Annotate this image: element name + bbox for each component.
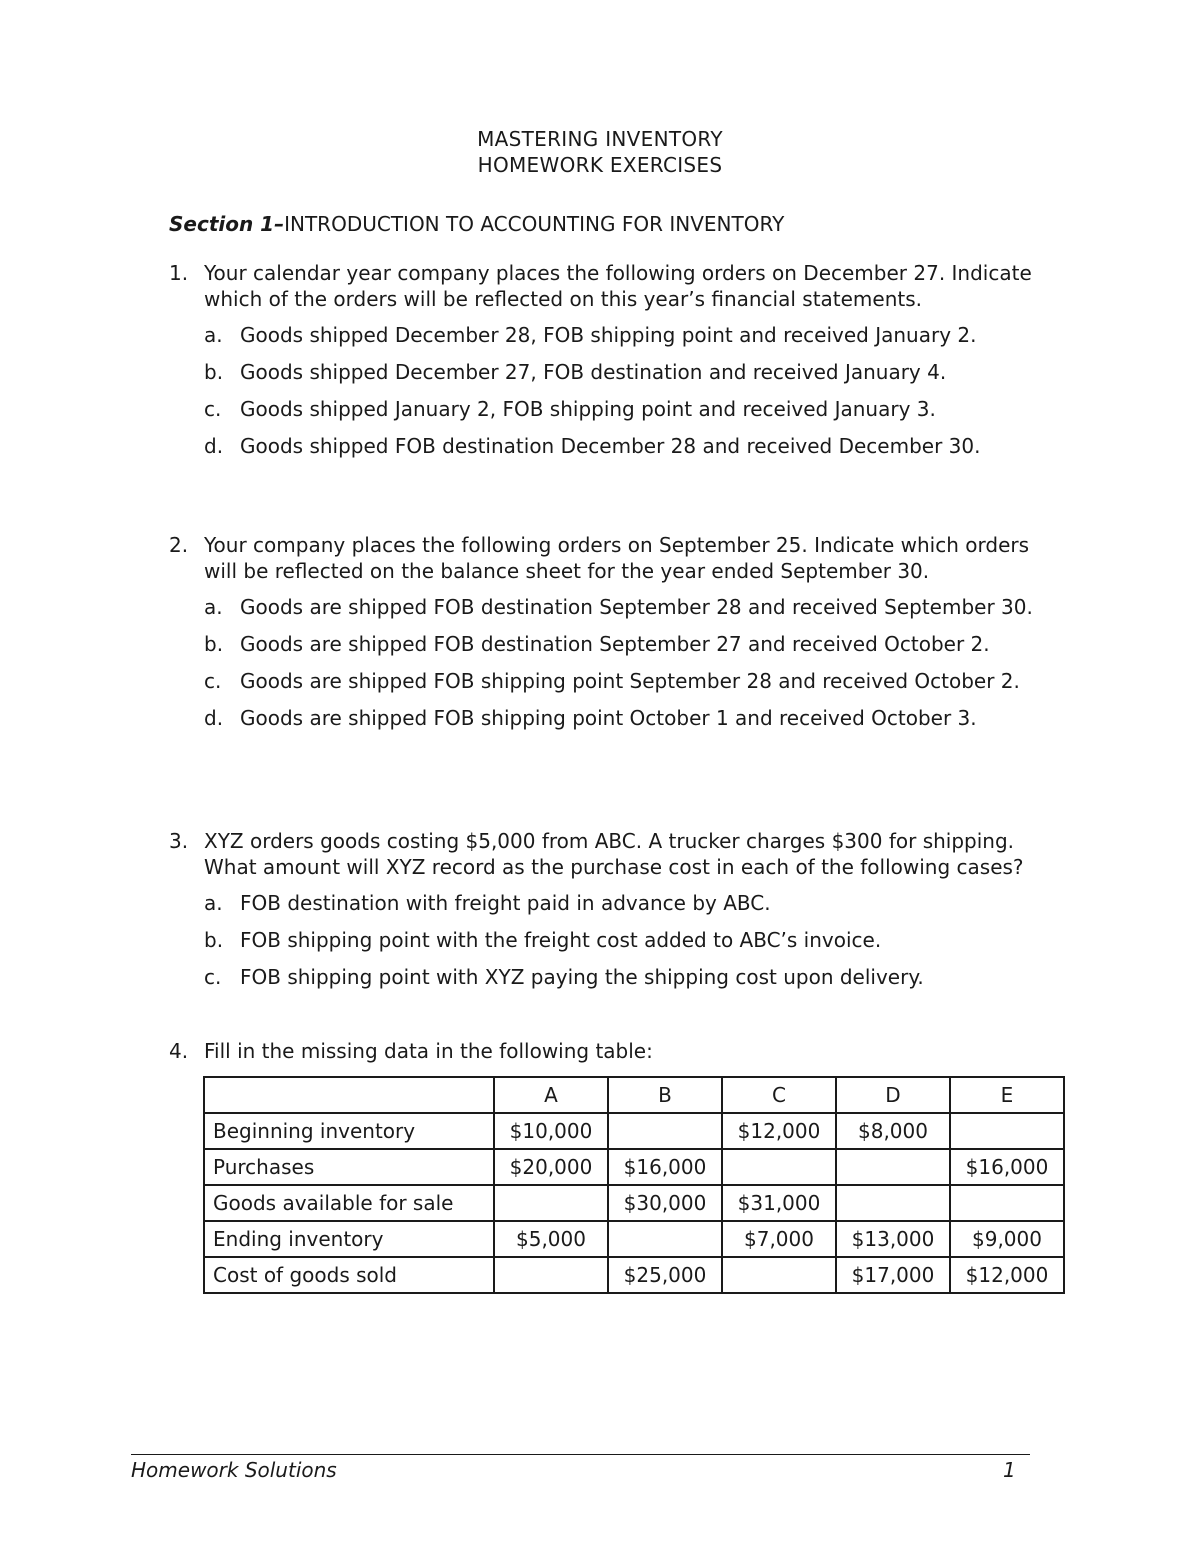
table-header-cell (204, 1077, 494, 1113)
row-label: Ending inventory (204, 1221, 494, 1257)
option-letter: b. (204, 360, 224, 384)
option-text: Goods are shipped FOB shipping point October 1 and received October 3. (240, 706, 977, 730)
option-text: FOB destination with freight paid in advance by ABC. (240, 891, 771, 915)
option-letter: d. (204, 706, 224, 730)
option-text: Goods shipped December 28, FOB shipping point and received January 2. (240, 323, 977, 347)
footer-text: Homework Solutions (131, 1458, 337, 1482)
page-title-line-2: HOMEWORK EXERCISES (477, 153, 723, 177)
question-number: 3. (169, 829, 189, 853)
option-letter: d. (204, 434, 224, 458)
table-cell: $25,000 (608, 1257, 722, 1293)
option-letter: a. (204, 323, 223, 347)
question-4 (169, 1038, 1049, 1064)
option-letter: b. (204, 632, 224, 656)
section-title: INTRODUCTION TO ACCOUNTING FOR INVENTORY (284, 212, 785, 236)
table-cell: $12,000 (950, 1257, 1064, 1293)
question-1 (169, 260, 1049, 470)
table-cell: $13,000 (836, 1221, 950, 1257)
option-letter: c. (204, 965, 222, 989)
table-cell: $16,000 (950, 1149, 1064, 1185)
inventory-data-table (203, 1076, 1065, 1294)
table-cell: $12,000 (722, 1113, 836, 1149)
question-text: Your company places the following orders on September 25. Indicate which orders will be reflected on the balance sheet for the year ended September 30. (204, 533, 1030, 583)
option-item (204, 705, 1049, 731)
page-title-line-1: MASTERING INVENTORY (477, 127, 723, 151)
option-text: FOB shipping point with the freight cost added to ABC’s invoice. (240, 928, 882, 952)
table-cell (836, 1185, 950, 1221)
table-row (204, 1221, 1064, 1257)
question-number: 2. (169, 533, 189, 557)
option-item (204, 631, 1049, 657)
option-text: Goods are shipped FOB destination September 28 and received September 30. (240, 595, 1033, 619)
table-cell (722, 1257, 836, 1293)
table-row (204, 1149, 1064, 1185)
option-item (204, 322, 1049, 348)
question-number: 4. (169, 1039, 189, 1063)
table-row (204, 1257, 1064, 1293)
table-cell: $10,000 (494, 1113, 608, 1149)
option-item (204, 359, 1049, 385)
footer-divider (131, 1454, 1030, 1455)
option-item (204, 927, 1049, 953)
question-text: Your calendar year company places the following orders on December 27. Indicate which of the orders will be reflected on this year’s financial statements. (204, 261, 1032, 311)
table-row (204, 1113, 1064, 1149)
row-label: Cost of goods sold (204, 1257, 494, 1293)
option-item (204, 433, 1049, 459)
question-2 (169, 532, 1049, 742)
option-letter: a. (204, 891, 223, 915)
table-cell: $8,000 (836, 1113, 950, 1149)
option-item (204, 964, 1049, 990)
row-label: Purchases (204, 1149, 494, 1185)
option-item (204, 594, 1049, 620)
option-letter: a. (204, 595, 223, 619)
option-text: Goods shipped FOB destination December 28 and received December 30. (240, 434, 981, 458)
option-item (204, 668, 1049, 694)
option-letter: c. (204, 669, 222, 693)
table-cell (950, 1185, 1064, 1221)
question-text: XYZ orders goods costing $5,000 from ABC. A trucker charges $300 for shipping. What amount will XYZ record as the purchase cost in each of the following cases? (204, 829, 1024, 879)
section-dash: – (274, 212, 285, 236)
table-cell: $16,000 (608, 1149, 722, 1185)
option-text: Goods shipped January 2, FOB shipping point and received January 3. (240, 397, 936, 421)
table-cell: $5,000 (494, 1221, 608, 1257)
option-text: Goods are shipped FOB shipping point September 28 and received October 2. (240, 669, 1020, 693)
option-text: FOB shipping point with XYZ paying the shipping cost upon delivery. (240, 965, 924, 989)
table-header-cell: C (722, 1077, 836, 1113)
question-3 (169, 828, 1049, 1001)
table-header-row (204, 1077, 1064, 1113)
table-header-cell: A (494, 1077, 608, 1113)
table-header-cell: D (836, 1077, 950, 1113)
option-letter: c. (204, 397, 222, 421)
page-number: 1 (1003, 1458, 1016, 1482)
table-cell (494, 1257, 608, 1293)
row-label: Beginning inventory (204, 1113, 494, 1149)
option-text: Goods shipped December 27, FOB destination and received January 4. (240, 360, 947, 384)
row-label: Goods available for sale (204, 1185, 494, 1221)
table-cell: $7,000 (722, 1221, 836, 1257)
option-item (204, 396, 1049, 422)
table-cell: $30,000 (608, 1185, 722, 1221)
question-number: 1. (169, 261, 189, 285)
table-cell: $31,000 (722, 1185, 836, 1221)
question-text: Fill in the missing data in the following table: (204, 1039, 653, 1063)
section-label: Section 1 (169, 212, 275, 236)
option-item (204, 890, 1049, 916)
table-header-cell: B (608, 1077, 722, 1113)
section-heading (169, 212, 784, 236)
option-letter: b. (204, 928, 224, 952)
option-text: Goods are shipped FOB destination September 27 and received October 2. (240, 632, 990, 656)
table-row (204, 1185, 1064, 1221)
table-cell: $17,000 (836, 1257, 950, 1293)
table-cell (608, 1221, 722, 1257)
table-cell: $20,000 (494, 1149, 608, 1185)
table-cell (494, 1185, 608, 1221)
table-cell (722, 1149, 836, 1185)
table-cell (950, 1113, 1064, 1149)
table-header-cell: E (950, 1077, 1064, 1113)
table-cell (836, 1149, 950, 1185)
table-cell (608, 1113, 722, 1149)
table-cell: $9,000 (950, 1221, 1064, 1257)
